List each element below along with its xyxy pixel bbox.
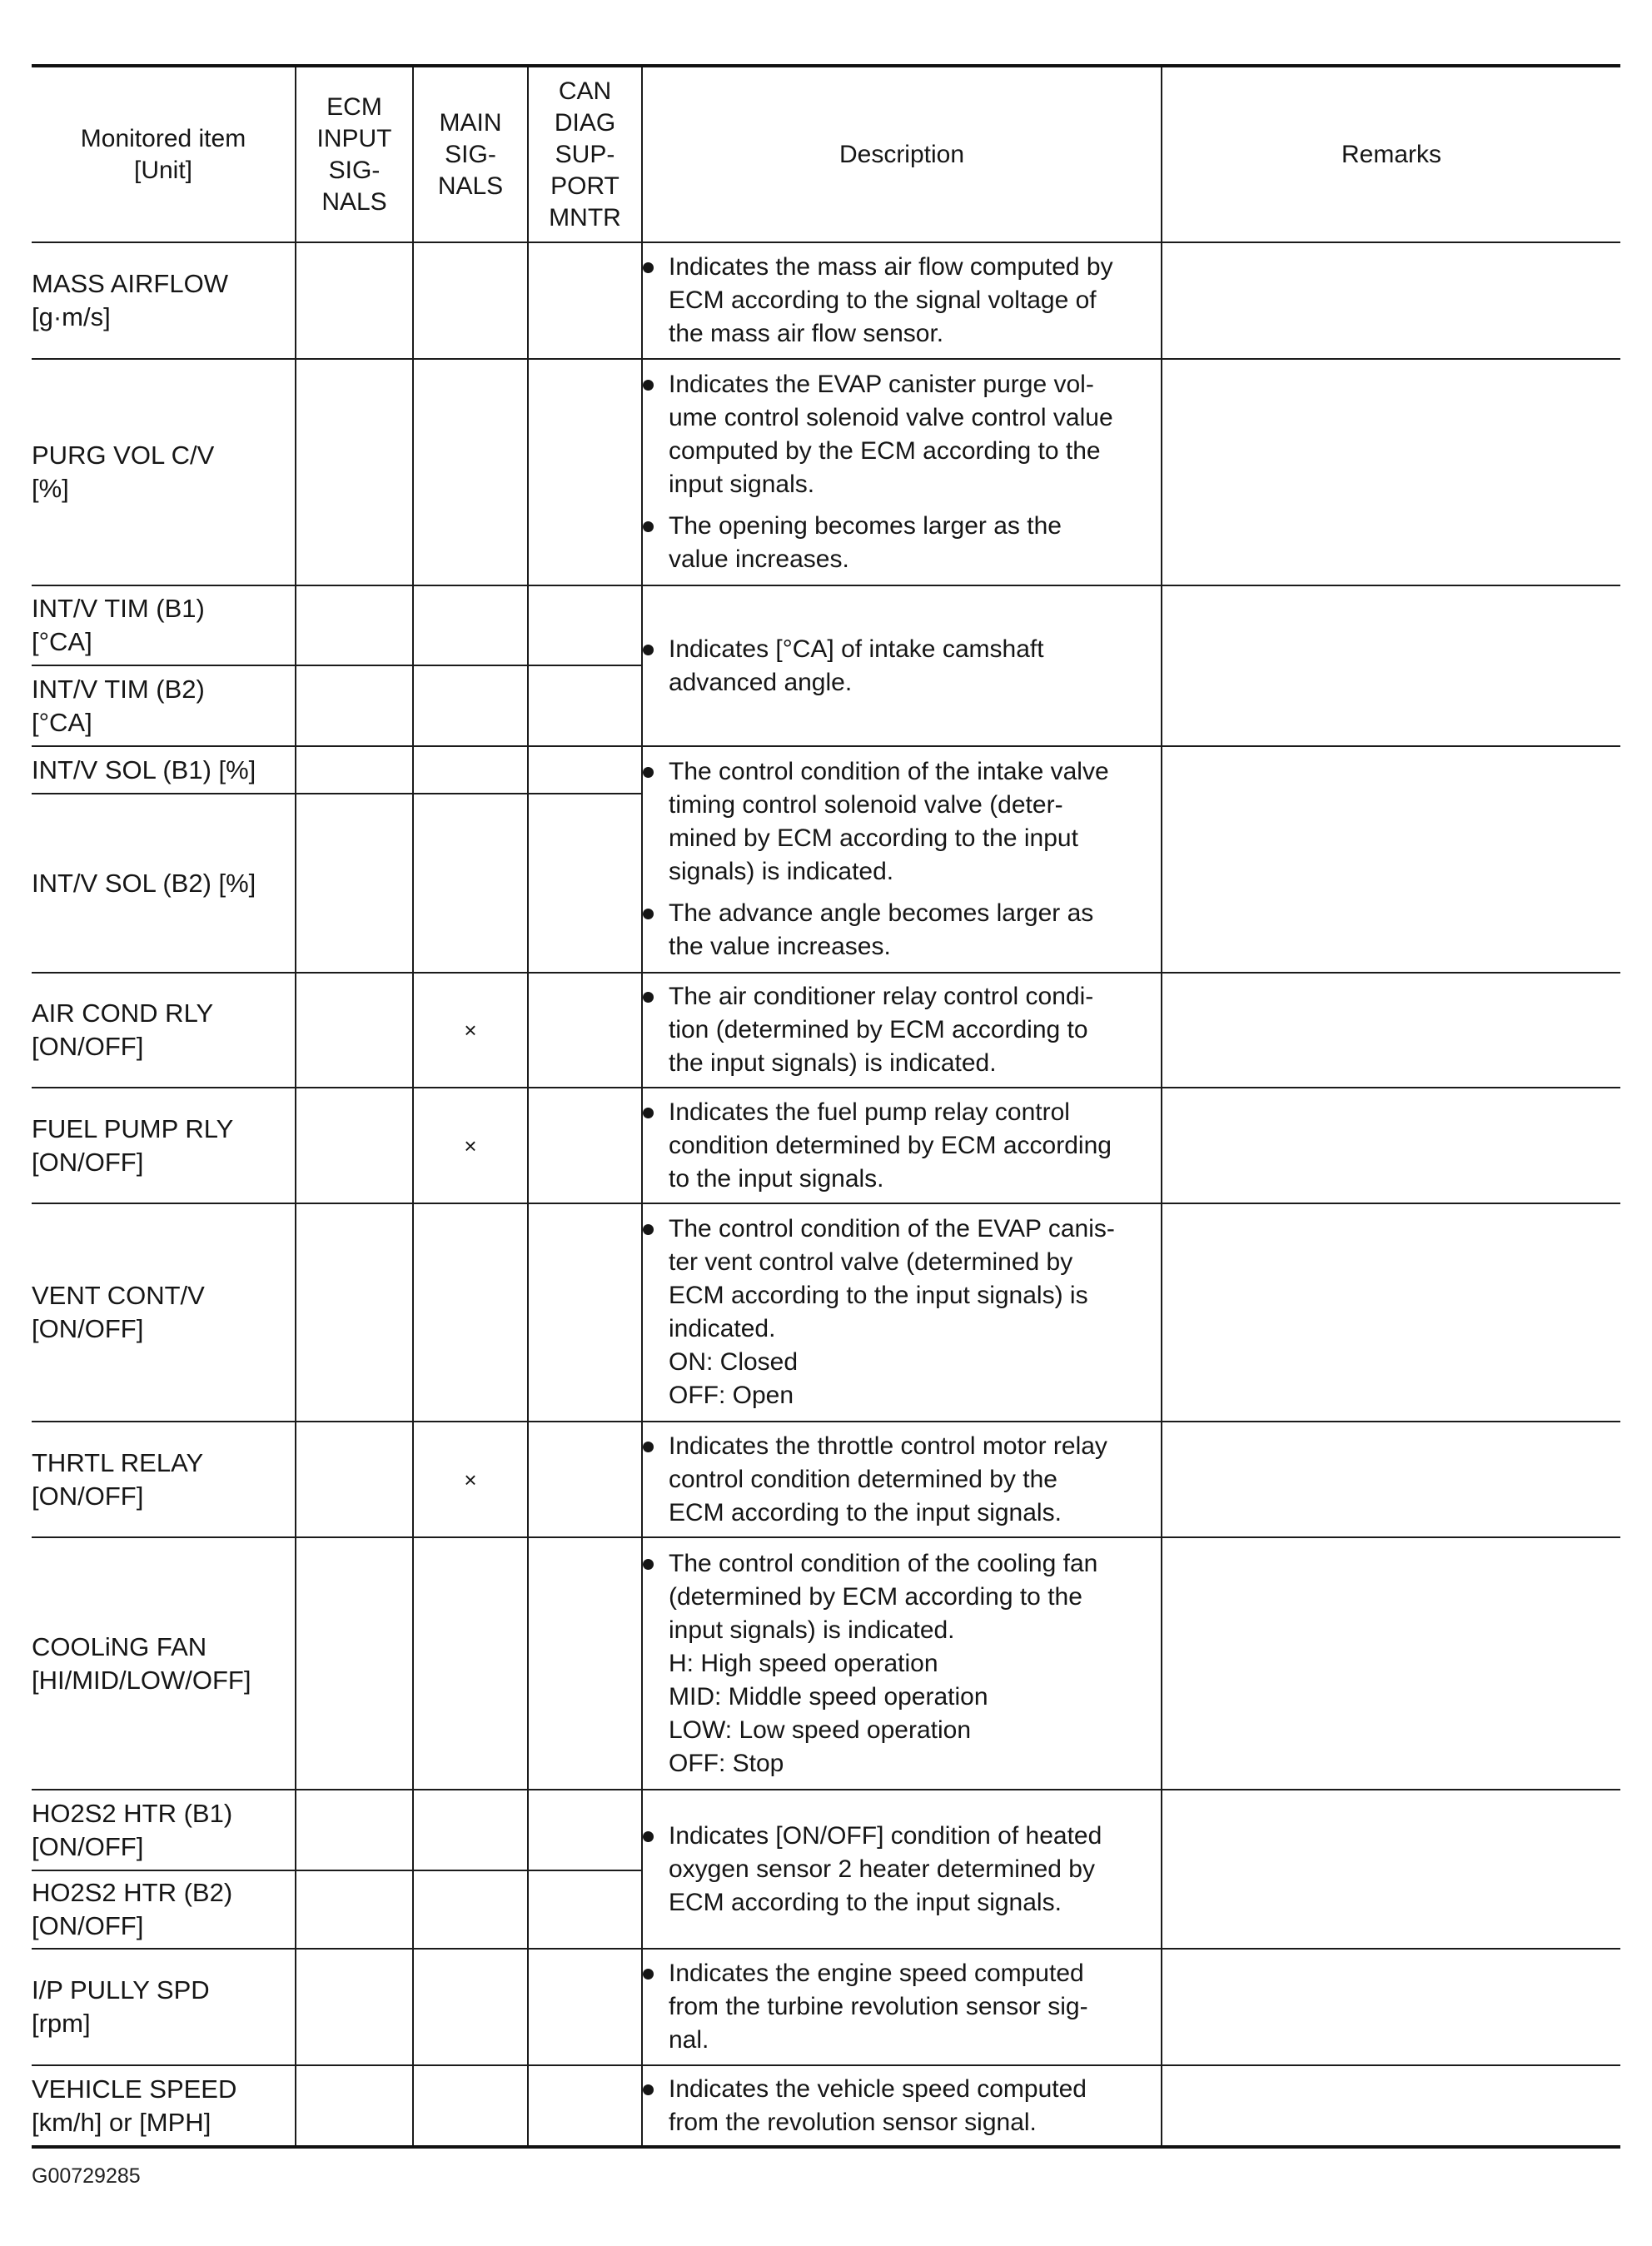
- header-remarks: Remarks: [1162, 66, 1620, 242]
- row-intv-tim-b1: [32, 585, 1620, 665]
- item-name: THRTL RELAY: [32, 1447, 204, 1477]
- description-line: from the turbine revolution sensor sig-: [669, 1993, 1088, 2020]
- bullet-item: [643, 1547, 1161, 1780]
- row-ip-pully-spd: [32, 1949, 1620, 2065]
- bullet-text: [669, 368, 1161, 501]
- description-line: ECM according to the input signals.: [669, 1498, 1062, 1526]
- bullet-text: [669, 1096, 1161, 1196]
- bullet-item: [643, 1820, 1161, 1920]
- main-signals-cell: [413, 1088, 528, 1203]
- can-diag-support-cell: [528, 1790, 642, 1870]
- description-line: OFF: Stop: [669, 1749, 784, 1777]
- item-name: I/P PULLY SPD: [32, 1975, 210, 2004]
- ecm-input-signals-cell: [296, 359, 413, 585]
- bullet-item: [643, 1213, 1161, 1412]
- bullet-icon: [643, 1969, 654, 1980]
- item-name: AIR COND RLY: [32, 998, 214, 1028]
- main-signals-cell: [413, 242, 528, 359]
- item-unit: [ON/OFF]: [32, 1032, 144, 1061]
- main-signals-cell: [413, 746, 528, 794]
- item-unit: [ON/OFF]: [32, 1147, 144, 1177]
- main-signals-cell: [413, 1790, 528, 1870]
- remarks-cell: [1162, 585, 1620, 746]
- item-unit: [°CA]: [32, 627, 92, 656]
- item-unit: [km/h] or [MPH]: [32, 2107, 211, 2137]
- description-line: The air conditioner relay control condi-: [669, 983, 1094, 1010]
- description-line: Indicates the fuel pump relay control: [669, 1098, 1070, 1126]
- item-name: INT/V SOL (B1) [%]: [32, 754, 256, 784]
- description-line: H: High speed operation: [669, 1649, 938, 1677]
- main-signal-mark: ×: [464, 1133, 477, 1158]
- description-line: The control condition of the intake valve: [669, 758, 1109, 785]
- can-diag-support-cell: [528, 794, 642, 973]
- description-cell: [642, 746, 1162, 973]
- bullet-text: [669, 1213, 1161, 1412]
- description-line: (determined by ECM according to the: [669, 1582, 1082, 1611]
- bullet-icon: [643, 2084, 654, 2095]
- main-signals-cell: [413, 1537, 528, 1790]
- bullet-text: [669, 251, 1161, 351]
- main-signals-cell: [413, 973, 528, 1088]
- item-unit: [%]: [32, 474, 69, 503]
- header-line: NALS: [437, 172, 504, 200]
- header-monitored-item: [32, 66, 296, 242]
- can-diag-support-cell: [528, 973, 642, 1088]
- can-diag-support-cell: [528, 1203, 642, 1422]
- item-name: HO2S2 HTR (B2): [32, 1878, 233, 1907]
- header-line: ECM: [326, 92, 382, 121]
- description-cell: [642, 1203, 1162, 1422]
- main-signals-cell: [413, 2065, 528, 2147]
- main-signals-cell: [413, 1949, 528, 2065]
- description-cell: [642, 1949, 1162, 2065]
- remarks-cell: [1162, 973, 1620, 1088]
- description-line: to the input signals.: [669, 1164, 884, 1193]
- main-signals-cell: [413, 794, 528, 973]
- bullet-icon: [643, 521, 654, 532]
- remarks-cell: [1162, 1203, 1620, 1422]
- item-unit: [ON/OFF]: [32, 1481, 144, 1511]
- can-diag-support-cell: [528, 2065, 642, 2147]
- bullet-icon: [643, 262, 654, 273]
- description-line: Indicates the EVAP canister purge vol-: [669, 371, 1094, 398]
- row-fuel-pump-rly: [32, 1088, 1620, 1203]
- item-unit: [ON/OFF]: [32, 1911, 144, 1940]
- bullet-item: [643, 1430, 1161, 1530]
- header-line: DIAG: [554, 108, 616, 137]
- row-vent-contv: [32, 1203, 1620, 1422]
- header-ecm-input-signals: [296, 66, 413, 242]
- item-name: VENT CONT/V: [32, 1281, 205, 1310]
- remarks-cell: [1162, 1422, 1620, 1537]
- remarks-cell: [1162, 1790, 1620, 1949]
- description-line: tion (determined by ECM according to: [669, 1016, 1088, 1043]
- header-row: [32, 66, 1620, 242]
- item-name: COOLiNG FAN: [32, 1631, 207, 1661]
- monitored-item-cell: [32, 1088, 296, 1203]
- ecm-input-signals-cell: [296, 794, 413, 973]
- monitored-item-cell: [32, 973, 296, 1088]
- description-line: Indicates the engine speed computed: [669, 1960, 1084, 1987]
- description-line: The advance angle becomes larger as: [669, 899, 1094, 927]
- description-line: control condition determined by the: [669, 1465, 1057, 1493]
- description-cell: [642, 1790, 1162, 1949]
- row-mass-airflow: [32, 242, 1620, 359]
- item-name: MASS AIRFLOW: [32, 269, 228, 298]
- description-line: Indicates the mass air flow computed by: [669, 253, 1113, 281]
- monitored-item-cell: [32, 665, 296, 746]
- header-line: NALS: [321, 187, 387, 216]
- header-description: Description: [642, 66, 1162, 242]
- description-line: input signals) is indicated.: [669, 1616, 955, 1644]
- header-line: CAN: [558, 77, 612, 105]
- bullet-text: [669, 1820, 1161, 1920]
- description-line: timing control solenoid valve (deter-: [669, 791, 1063, 819]
- item-unit: [°CA]: [32, 707, 92, 737]
- description-line: nal.: [669, 2026, 709, 2054]
- bullet-text: [669, 980, 1161, 1080]
- item-name: HO2S2 HTR (B1): [32, 1798, 233, 1828]
- description-line: ECM according to the signal voltage of: [669, 286, 1097, 314]
- monitored-item-cell: [32, 2065, 296, 2147]
- figure-id: G00729285: [32, 2164, 141, 2188]
- description-line: value increases.: [669, 545, 849, 573]
- can-diag-support-cell: [528, 1949, 642, 2065]
- description-line: computed by the ECM according to the: [669, 437, 1101, 465]
- bullet-item: [643, 897, 1161, 964]
- remarks-cell: [1162, 2065, 1620, 2147]
- bullet-item: [643, 980, 1161, 1080]
- header-monitored-item-unit: [Unit]: [133, 156, 193, 184]
- description-line: LOW: Low speed operation: [669, 1716, 972, 1744]
- bullet-item: [643, 755, 1161, 889]
- header-line: SUP-: [555, 140, 615, 168]
- bullet-icon: [643, 909, 654, 919]
- bullet-icon: [643, 992, 654, 1003]
- header-can-diag-support-mntr: [528, 66, 642, 242]
- remarks-cell: [1162, 1088, 1620, 1203]
- monitored-item-cell: [32, 1790, 296, 1870]
- ecm-input-signals-cell: [296, 665, 413, 746]
- monitored-item-cell: [32, 746, 296, 794]
- bullet-text: [669, 633, 1161, 700]
- description-line: condition determined by ECM according: [669, 1131, 1112, 1159]
- description-line: input signals.: [669, 471, 815, 498]
- ecm-input-signals-cell: [296, 1088, 413, 1203]
- can-diag-support-cell: [528, 1870, 642, 1949]
- can-diag-support-cell: [528, 746, 642, 794]
- remarks-cell: [1162, 1537, 1620, 1790]
- description-line: Indicates [°CA] of intake camshaft: [669, 635, 1044, 663]
- bullet-icon: [643, 1831, 654, 1842]
- bullet-icon: [643, 1559, 654, 1570]
- item-unit: [ON/OFF]: [32, 1314, 144, 1343]
- description-cell: [642, 2065, 1162, 2147]
- ecm-input-signals-cell: [296, 585, 413, 665]
- item-name: INT/V TIM (B2): [32, 674, 205, 704]
- bullet-item: [643, 1096, 1161, 1196]
- item-name: VEHICLE SPEED: [32, 2074, 237, 2104]
- ecm-input-signals-cell: [296, 242, 413, 359]
- bullet-icon: [643, 380, 654, 391]
- description-line: The opening becomes larger as the: [669, 512, 1062, 540]
- monitored-item-cell: [32, 1537, 296, 1790]
- header-line: MAIN: [439, 108, 502, 137]
- row-purg-vol-cv: [32, 359, 1620, 585]
- bullet-icon: [643, 1442, 654, 1452]
- description-line: Indicates [ON/OFF] condition of heated: [669, 1821, 1102, 1850]
- bullet-text: [669, 1547, 1161, 1780]
- row-intv-sol-b1: [32, 746, 1620, 794]
- bullet-item: [643, 510, 1161, 576]
- monitored-item-cell: [32, 1949, 296, 2065]
- description-line: the value increases.: [669, 933, 891, 960]
- description-cell: [642, 1422, 1162, 1537]
- header-line: MNTR: [549, 203, 621, 232]
- bullet-item: [643, 1957, 1161, 2057]
- can-diag-support-cell: [528, 1537, 642, 1790]
- description-cell: [642, 973, 1162, 1088]
- description-cell: [642, 242, 1162, 359]
- ecm-input-signals-cell: [296, 1870, 413, 1949]
- description-line: advanced angle.: [669, 668, 853, 696]
- monitored-item-cell: [32, 794, 296, 973]
- description-line: The control condition of the cooling fan: [669, 1549, 1098, 1577]
- item-name: PURG VOL C/V: [32, 441, 215, 470]
- ecm-input-signals-cell: [296, 1949, 413, 2065]
- description-line: indicated.: [669, 1315, 776, 1342]
- item-name: INT/V SOL (B2) [%]: [32, 868, 256, 898]
- description-line: ECM according to the input signals) is: [669, 1282, 1088, 1309]
- header-monitored-item-label: Monitored item: [80, 124, 246, 152]
- monitored-item-cell: [32, 1203, 296, 1422]
- remarks-cell: [1162, 746, 1620, 973]
- main-signals-cell: [413, 1870, 528, 1949]
- main-signals-cell: [413, 585, 528, 665]
- monitored-item-cell: [32, 242, 296, 359]
- item-unit: [rpm]: [32, 2009, 91, 2038]
- main-signals-cell: [413, 1203, 528, 1422]
- description-cell: [642, 359, 1162, 585]
- item-unit: [HI/MID/LOW/OFF]: [32, 1665, 251, 1695]
- description-cell: [642, 1088, 1162, 1203]
- row-cooling-fan: [32, 1537, 1620, 1790]
- item-name: INT/V TIM (B1): [32, 594, 205, 623]
- ecm-input-signals-cell: [296, 746, 413, 794]
- description-line: from the revolution sensor signal.: [669, 2108, 1037, 2136]
- item-name: FUEL PUMP RLY: [32, 1113, 234, 1143]
- monitored-items-table: [32, 64, 1620, 2149]
- description-cell: [642, 1537, 1162, 1790]
- can-diag-support-cell: [528, 359, 642, 585]
- header-line: SIG-: [328, 156, 381, 184]
- bullet-item: [643, 633, 1161, 700]
- can-diag-support-cell: [528, 665, 642, 746]
- bullet-text: [669, 1430, 1161, 1530]
- description-line: OFF: Open: [669, 1382, 794, 1409]
- row-ho2s2-htr-b1: [32, 1790, 1620, 1870]
- header-line: SIG-: [445, 140, 496, 168]
- main-signal-mark: ×: [464, 1018, 477, 1043]
- description-line: ECM according to the input signals.: [669, 1888, 1062, 1916]
- bullet-text: [669, 897, 1161, 964]
- monitored-item-cell: [32, 359, 296, 585]
- bullet-icon: [643, 767, 654, 778]
- bullet-text: [669, 755, 1161, 889]
- bullet-text: [669, 1957, 1161, 2057]
- can-diag-support-cell: [528, 585, 642, 665]
- bullet-icon: [643, 1108, 654, 1118]
- description-line: ter vent control valve (determined by: [669, 1248, 1073, 1276]
- monitored-item-cell: [32, 1422, 296, 1537]
- item-unit: [g·m/s]: [32, 302, 111, 331]
- main-signals-cell: [413, 665, 528, 746]
- ecm-input-signals-cell: [296, 1790, 413, 1870]
- ecm-input-signals-cell: [296, 973, 413, 1088]
- main-signals-cell: [413, 1422, 528, 1537]
- remarks-cell: [1162, 359, 1620, 585]
- description-line: Indicates the vehicle speed computed: [669, 2074, 1087, 2103]
- bullet-icon: [643, 1224, 654, 1235]
- description-line: MID: Middle speed operation: [669, 1682, 988, 1711]
- header-main-signals: [413, 66, 528, 242]
- description-line: signals) is indicated.: [669, 858, 894, 885]
- remarks-cell: [1162, 1949, 1620, 2065]
- ecm-input-signals-cell: [296, 1203, 413, 1422]
- monitored-item-cell: [32, 585, 296, 665]
- description-line: Indicates the throttle control motor relay: [669, 1432, 1107, 1460]
- ecm-input-signals-cell: [296, 2065, 413, 2147]
- item-unit: [ON/OFF]: [32, 1831, 144, 1861]
- description-line: ume control solenoid valve control value: [669, 404, 1113, 431]
- description-line: oxygen sensor 2 heater determined by: [669, 1855, 1095, 1883]
- description-cell: [642, 585, 1162, 746]
- monitored-item-cell: [32, 1870, 296, 1949]
- ecm-input-signals-cell: [296, 1537, 413, 1790]
- bullet-text: [669, 510, 1161, 576]
- bullet-text: [669, 2073, 1161, 2139]
- main-signals-cell: [413, 359, 528, 585]
- bullet-icon: [643, 645, 654, 655]
- description-line: ON: Closed: [669, 1348, 799, 1376]
- main-signal-mark: ×: [464, 1467, 477, 1492]
- description-line: the mass air flow sensor.: [669, 320, 944, 347]
- can-diag-support-cell: [528, 1422, 642, 1537]
- row-air-cond-rly: [32, 973, 1620, 1088]
- header-line: INPUT: [316, 124, 392, 152]
- row-vehicle-speed: [32, 2065, 1620, 2147]
- bullet-item: [643, 2073, 1161, 2139]
- description-line: the input signals) is indicated.: [669, 1049, 997, 1077]
- row-thrtl-relay: [32, 1422, 1620, 1537]
- remarks-cell: [1162, 242, 1620, 359]
- description-line: The control condition of the EVAP canis-: [669, 1215, 1115, 1243]
- ecm-input-signals-cell: [296, 1422, 413, 1537]
- header-line: PORT: [550, 172, 620, 200]
- bullet-item: [643, 251, 1161, 351]
- description-line: mined by ECM according to the input: [669, 824, 1078, 852]
- can-diag-support-cell: [528, 1088, 642, 1203]
- bullet-item: [643, 368, 1161, 501]
- can-diag-support-cell: [528, 242, 642, 359]
